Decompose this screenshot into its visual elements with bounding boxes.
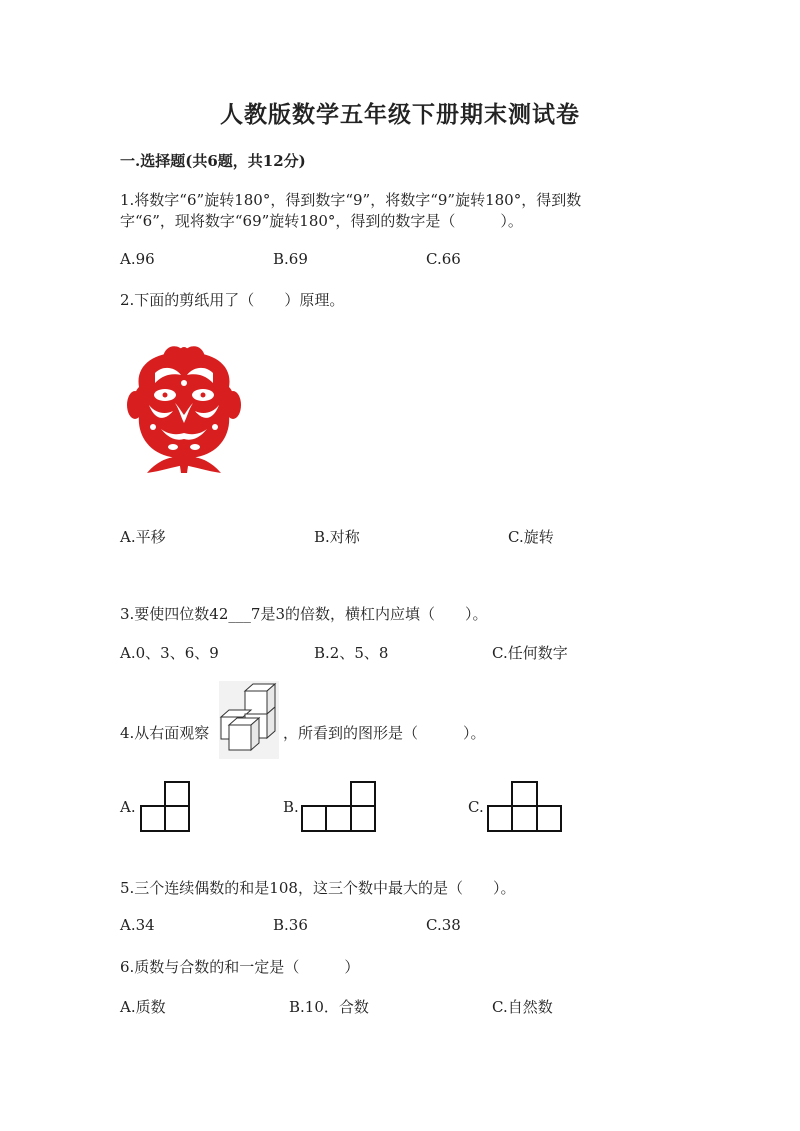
q2-option-c: C.旋转 [508, 528, 554, 546]
q1-text-line1: 1.将数字“6”旋转180°，得到数字“9”，将数字“9”旋转180°，得到数 [120, 191, 582, 209]
q3-option-b: B.2、5、8 [314, 644, 389, 662]
q1-text-line2: 字“6”，现将数字“69”旋转180°，得到的数字是（ ）。 [120, 212, 523, 230]
q4-option-a-figure [139, 781, 191, 833]
page-title: 人教版数学五年级下册期末测试卷 [220, 101, 580, 128]
q1-option-c: C.66 [426, 250, 461, 268]
q6-option-b: B.10．合数 [289, 998, 369, 1016]
q5-option-a: A.34 [120, 916, 155, 934]
q3-text: 3.要使四位数42___7是3的倍数，横杠内应填（ ）。 [120, 605, 488, 623]
q2-option-a: A.平移 [120, 528, 166, 546]
q6-option-c: C.自然数 [492, 998, 553, 1016]
q1-option-a: A.96 [120, 250, 155, 268]
section-heading: 一.选择题(共6题，共12分) [120, 152, 306, 170]
q5-text: 5.三个连续偶数的和是108，这三个数中最大的是（ ）。 [120, 879, 516, 897]
q3-option-a: A.0、3、6、9 [120, 644, 219, 662]
q5-option-b: B.36 [273, 916, 308, 934]
q4-option-c-figure [486, 781, 564, 833]
q1-option-b: B.69 [273, 250, 308, 268]
q2-text: 2.下面的剪纸用了（ ）原理。 [120, 291, 345, 309]
q3-option-c: C.任何数字 [492, 644, 568, 662]
q4-option-b-figure [300, 781, 378, 833]
q4-text-before: 4.从右面观察 [120, 724, 210, 742]
q5-option-c: C.38 [426, 916, 461, 934]
q4-option-c: C. [468, 798, 484, 816]
q6-option-a: A.质数 [120, 998, 166, 1016]
papercut-monkey-face-image [125, 343, 243, 479]
q2-option-b: B.对称 [314, 528, 360, 546]
q4-text-after: ，所看到的图形是（ ）。 [283, 724, 486, 742]
q4-option-a: A. [120, 798, 136, 816]
q6-text: 6.质数与合数的和一定是（ ） [120, 958, 360, 976]
q4-option-b: B. [283, 798, 299, 816]
cube-stack-image [219, 681, 279, 759]
